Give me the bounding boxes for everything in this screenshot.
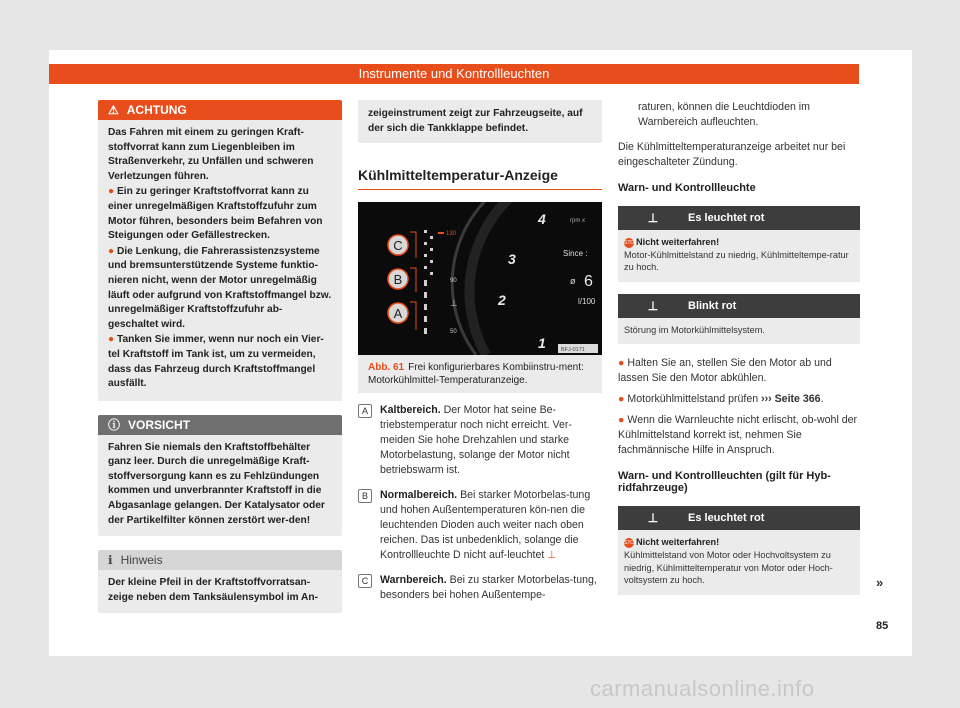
continuation-text: raturen, können die Leuchtdioden im Warnbereich aufleuchten. xyxy=(638,101,810,128)
definition-item: A Kaltbereich. Der Motor hat seine Be-triebstemperatur noch nicht erreicht. Ver-meiden Sie hohe Drehzahlen und starke Motorbelastung, solange der Motor nicht betriebswarm ist. xyxy=(358,403,602,478)
column-middle xyxy=(358,100,602,603)
instrument-cluster-image xyxy=(358,202,602,355)
warning-triangle-icon: ⚠ xyxy=(108,103,119,117)
achtung-body xyxy=(98,120,342,401)
lamp-text: Motor-Kühlmittelstand zu niedrig, Kühlmitteltempe-ratur zu hoch. xyxy=(624,249,849,273)
figure-caption xyxy=(358,355,602,393)
vorsicht-box xyxy=(98,415,342,537)
lamp-text: Störung im Motorkühlmittelsystem. xyxy=(624,324,765,335)
lamp-header xyxy=(618,506,860,530)
vorsicht-body: Fahren Sie niemals den Kraftstoffbehälter ganz leer. Durch die unregelmäßige Kraft-stoffversorgung kann es zu Fehlzündungen kommen und unverbrannter Kraftstoff in die Abgasanlage gelangen. Der Katalysator oder der Partikelfilter können zerstört wer-den! xyxy=(108,441,325,526)
figure-label: B xyxy=(393,272,403,288)
lamp-header xyxy=(618,294,860,318)
lamp-header xyxy=(618,206,860,230)
vorsicht-title: VORSICHT xyxy=(128,417,191,432)
marker-c: C xyxy=(358,574,372,588)
figure-label: A xyxy=(393,306,403,322)
section-title: Kühlmitteltemperatur-Anzeige xyxy=(358,167,602,190)
stop-icon: STOP xyxy=(624,539,638,546)
achtung-header xyxy=(98,100,342,120)
gauge-number: 2 xyxy=(498,292,506,309)
info-circle-icon: ⓘ xyxy=(108,418,121,433)
bullet-item: ● Halten Sie an, stellen Sie den Motor ab und lassen Sie den Motor abkühlen. xyxy=(618,357,832,385)
achtung-item: ● Tanken Sie immer, wenn nur noch ein Vier-tel Kraftstoff im Tank ist, um zu vermeiden, dass das Fahrzeug durch Kraftstoffmangel ausfällt. xyxy=(108,334,324,390)
page-reference-link[interactable]: ››› Seite 366 xyxy=(761,393,821,406)
page-header: Instrumente und Kontrollleuchten xyxy=(49,64,859,84)
achtung-title: ACHTUNG xyxy=(126,103,187,117)
continue-arrow: » xyxy=(876,575,884,590)
achtung-intro: Das Fahren mit einem zu geringen Kraft-stoffvorrat kann zum Liegenbleiben im Straßenverkehr, zu Unfällen und schweren Verletzungen führen. xyxy=(108,127,314,182)
achtung-box xyxy=(98,100,342,401)
paragraph: Die Kühlmitteltemperaturanzeige arbeitet nur bei eingeschalteter Zündung. xyxy=(618,141,846,168)
coolant-temperature-icon: ⊥ xyxy=(647,511,659,526)
bullet-item: ● Wenn die Warnleuchte nicht erlischt, ob-wohl der Kühlmittelstand korrekt ist, nehmen Sie fachmännische Hilfe in Anspruch. xyxy=(618,414,858,457)
lamp-title: Es leuchtet rot xyxy=(688,512,765,525)
achtung-item: ● Ein zu geringer Kraftstoffvorrat kann zu einer unregelmäßigen Kraftstoffzufuhr zum Motor führen, besonders beim Befahren von Steigungen oder Gefällestrecken. xyxy=(108,186,323,242)
lamp-title: Es leuchtet rot xyxy=(688,212,765,224)
watermark: carmanualsonline.info xyxy=(590,676,815,701)
marker-a: A xyxy=(358,404,372,418)
hinweis-title: Hinweis xyxy=(120,553,163,568)
hinweis-continuation: zeigeinstrument zeigt zur Fahrzeugseite, auf der sich die Tankklappe befindet. xyxy=(358,100,602,143)
column-left xyxy=(98,100,342,613)
bullet-item: ● Motorkühlmittelstand prüfen ››› Seite 366. xyxy=(618,393,824,406)
gauge-number: 1 xyxy=(538,335,546,352)
vorsicht-header xyxy=(98,415,342,435)
bar-mid-label: 90 xyxy=(450,278,457,285)
avg-value: 6 xyxy=(584,273,593,291)
gauge-number: 4 xyxy=(538,211,546,228)
lamp-body xyxy=(618,230,860,282)
stop-icon: STOP xyxy=(624,239,638,246)
consumption-unit: l/100 xyxy=(578,297,596,307)
coolant-temperature-icon: ⊥ xyxy=(647,298,659,313)
subheading: Warn- und Kontrollleuchte xyxy=(618,182,756,194)
caption-label: Abb. 61 xyxy=(368,362,405,374)
bar-top-label: 130 xyxy=(446,231,457,238)
avg-symbol: ø xyxy=(570,276,576,287)
coolant-temperature-icon: ⊥ xyxy=(647,211,659,225)
column-right xyxy=(618,100,860,595)
lamp-stop-text: Nicht weiterfahren! xyxy=(636,537,720,548)
lamp-text: Kühlmittelstand von Motor oder Hochvoltsystem zu niedrig, Kühlmitteltemperatur von Motor oder Hoch-voltsystem zu hoch. xyxy=(624,549,833,586)
coolant-temperature-icon: ⊥ xyxy=(450,299,458,310)
coolant-temperature-icon: ⊥ xyxy=(547,549,557,562)
definition-item: B Normalbereich. Bei starker Motorbelas-tung und hohen Außentemperaturen kön-nen die leuchtenden Dioden auch weiter nach oben reichen. Das ist unbedenklich, solange die Kontrollleuchte D nicht auf-leuchtet ⊥ xyxy=(358,488,602,563)
info-icon: ℹ xyxy=(108,553,113,568)
figure-label: C xyxy=(393,238,403,254)
hinweis-header xyxy=(98,550,342,570)
lamp-body xyxy=(618,318,860,345)
hinweis-body: Der kleine Pfeil in der Kraftstoffvorratsan-zeige neben dem Tanksäulensymbol im An- xyxy=(108,577,319,603)
caption-text: Frei konfigurierbares Kombiinstru-ment: Motorkühlmittel-Temperaturanzeige. xyxy=(368,362,584,387)
page-number: 85 xyxy=(876,620,889,632)
rpm-label: rpm x xyxy=(570,218,585,225)
since-label: Since : xyxy=(563,249,588,259)
bar-low-label: 50 xyxy=(450,329,457,336)
marker-b: B xyxy=(358,489,372,503)
subheading: Warn- und Kontrollleuchten (gilt für Hyb-ridfahrzeuge) xyxy=(618,470,831,495)
lamp-stop-text: Nicht weiterfahren! xyxy=(636,237,720,247)
lamp-body xyxy=(618,530,860,594)
instrument-cluster-figure xyxy=(358,202,602,355)
definition-item: C Warnbereich. Bei zu starker Motorbelas-tung, besonders bei hohen Außentempe- xyxy=(358,573,602,603)
hinweis-box xyxy=(98,550,342,613)
lamp-title: Blinkt rot xyxy=(688,299,737,312)
achtung-item: ● Die Lenkung, die Fahrerassistenzsysteme und bremsunterstützende Systeme funktio-nieren nicht, wenn der Motor unregelmäßig läuft oder aufgrund von Kraftstoffmangel bzw. unregelmäßiger Kraftstoffzufuhr ab-geschaltet wird. xyxy=(108,245,332,330)
figure-code: BFJ-0171 xyxy=(561,347,585,354)
gauge-number: 3 xyxy=(508,251,516,268)
